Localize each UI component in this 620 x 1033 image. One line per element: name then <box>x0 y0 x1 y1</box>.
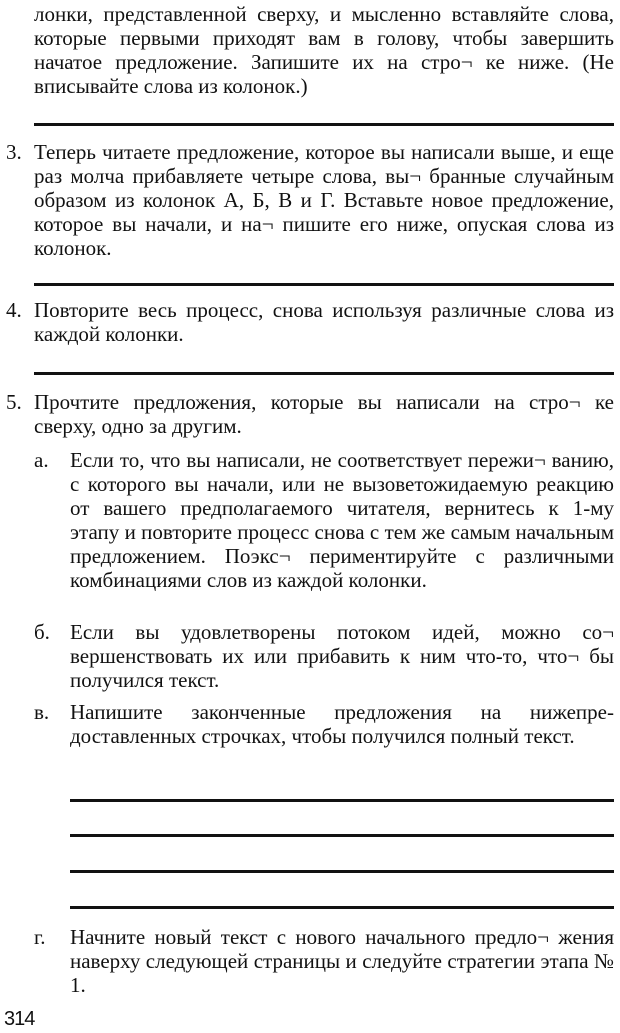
step-text: Прочтите предложения, которые вы написали на стро¬ ке сверху, одно за другим. <box>34 390 614 438</box>
step-number: 5. <box>6 390 22 414</box>
answer-line <box>70 870 614 873</box>
substep-text: Если вы удовлетворены потоком идей, можно со¬ вершенствовать их или прибавить к ним что-то, что¬ бы получился текст. <box>70 620 614 692</box>
answer-line <box>34 123 614 126</box>
substep-letter: б. <box>34 620 50 644</box>
step-number: 3. <box>6 140 22 164</box>
step-text: Теперь читаете предложение, которое вы написали выше, и еще раз молча прибавляете четыре слова, вы¬ бранные случайным образом из колонок А, Б, В и Г. Вставьте новое предложение, которое вы начали, и на¬ пишите его ниже, опуская слова из колонок. <box>34 140 614 260</box>
page-number: 314 <box>4 1008 35 1030</box>
substep-text: Если то, что вы написали, не соответствует пережи¬ ванию, с которого вы начали, или не вызоветожидаемую реакцию от вашего предполагаемого читателя, вернитесь к 1-му этапу и повторите процесс снова с тем же самым начальным предложением. Поэкс¬ периментируйте с различными комбинациями слов из каждой колонки. <box>70 448 614 592</box>
answer-line <box>34 283 614 286</box>
substep-letter: г. <box>34 925 46 949</box>
answer-line <box>34 372 614 375</box>
step-number: 4. <box>6 298 22 322</box>
answer-line <box>70 799 614 802</box>
continuation-paragraph: лонки, представленной сверху, и мысленно вставляйте слова, которые первыми приходят вам в голову, чтобы завершить начатое предложение. Запишите их на стро¬ ке ниже. (Не вписывайте слова из колонок.) <box>34 2 614 98</box>
answer-line <box>70 906 614 909</box>
answer-line <box>70 834 614 837</box>
substep-text: Начните новый текст с нового начального предло¬ жения наверху следующей страницы и следуйте стратегии этапа № 1. <box>70 925 614 997</box>
step-text: Повторите весь процесс, снова используя различные слова из каждой колонки. <box>34 298 614 346</box>
substep-text: Напишите законченные предложения на нижепредоставленных строчках, чтобы получился полный текст. <box>70 700 614 748</box>
substep-letter: а. <box>34 448 49 472</box>
substep-letter: в. <box>34 700 50 724</box>
